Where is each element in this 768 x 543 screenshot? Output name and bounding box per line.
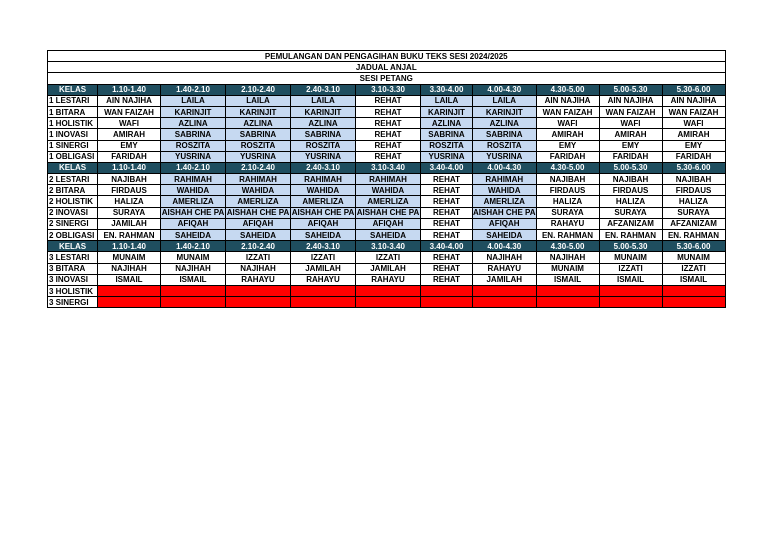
teacher-cell: REHAT	[356, 106, 421, 117]
teacher-cell: FARIDAH	[599, 151, 662, 162]
teacher-cell: AZLINA	[291, 118, 356, 129]
teacher-cell: AISHAH CHE PA	[226, 208, 290, 218]
teacher-cell: AFIQAH	[356, 218, 421, 229]
time-slot-header: 1.40-2.10	[161, 241, 226, 252]
teacher-cell: FIRDAUS	[662, 185, 725, 196]
teacher-cell: AIN NAJIHA	[536, 95, 599, 106]
sheet-title-line: JADUAL ANJAL	[48, 62, 726, 73]
teacher-cell: AMIRAH	[536, 129, 599, 140]
time-slot-header: 1.40-2.10	[161, 162, 226, 173]
teacher-cell: ROSZITA	[161, 140, 226, 151]
time-slot-header: 4.30-5.00	[536, 162, 599, 173]
teacher-cell: MUNAIM	[98, 252, 161, 263]
class-name-cell: 1 BITARA	[48, 106, 98, 117]
class-name-cell: 1 HOLISTIK	[48, 118, 98, 129]
teacher-cell: AMIRAH	[599, 129, 662, 140]
teacher-cell	[662, 285, 725, 296]
teacher-cell: IZZATI	[226, 252, 291, 263]
time-slot-header: 1.10-1.40	[98, 84, 161, 95]
class-row	[48, 285, 726, 296]
teacher-cell: EMY	[662, 140, 725, 151]
teacher-cell: SURAYA	[98, 207, 161, 218]
teacher-cell: ISMAIL	[662, 274, 725, 285]
teacher-cell: WAN FAIZAH	[98, 106, 161, 117]
teacher-cell: YUSRINA	[421, 151, 473, 162]
time-slot-header: 3.40-4.00	[421, 162, 473, 173]
teacher-cell	[98, 285, 161, 296]
teacher-cell: REHAT	[421, 252, 473, 263]
kelas-header: KELAS	[48, 84, 98, 95]
teacher-cell: YUSRINA	[291, 151, 356, 162]
teacher-cell: WAHIDA	[226, 185, 291, 196]
teacher-cell: REHAT	[421, 185, 473, 196]
teacher-cell: SAHEIDA	[291, 230, 356, 241]
teacher-cell: IZZATI	[599, 263, 662, 274]
class-row	[48, 140, 726, 151]
time-slot-header: 4.00-4.30	[473, 84, 537, 95]
teacher-cell: MUNAIM	[536, 263, 599, 274]
class-name-cell: 2 LESTARI	[48, 174, 98, 185]
teacher-cell: AFIQAH	[473, 218, 537, 229]
teacher-cell: AMIRAH	[662, 129, 725, 140]
time-slot-header: 2.40-3.10	[291, 162, 356, 173]
teacher-cell: REHAT	[421, 174, 473, 185]
time-slot-header: 3.40-4.00	[421, 241, 473, 252]
teacher-cell: AZLINA	[226, 118, 291, 129]
teacher-cell	[662, 297, 725, 308]
teacher-cell: EMY	[599, 140, 662, 151]
class-name-cell: 1 SINERGI	[48, 140, 98, 151]
teacher-cell: RAHAYU	[226, 274, 291, 285]
teacher-cell: WAFI	[98, 118, 161, 129]
class-name-cell: 3 INOVASI	[48, 274, 98, 285]
teacher-cell	[421, 297, 473, 308]
time-slot-header: 3.30-4.00	[421, 84, 473, 95]
time-slot-header: 5.30-6.00	[662, 84, 725, 95]
teacher-cell: JAMILAH	[98, 218, 161, 229]
section-header-row	[48, 84, 726, 95]
teacher-cell: REHAT	[356, 129, 421, 140]
teacher-cell: AIN NAJIHA	[662, 95, 725, 106]
class-name-cell: 1 OBLIGASI	[48, 151, 98, 162]
teacher-cell: HALIZA	[536, 196, 599, 207]
teacher-cell: EMY	[98, 140, 161, 151]
time-slot-header: 3.10-3.30	[356, 84, 421, 95]
teacher-cell: AFIQAH	[226, 218, 291, 229]
teacher-cell	[98, 297, 161, 308]
time-slot-header: 4.00-4.30	[473, 162, 537, 173]
teacher-cell: FARIDAH	[98, 151, 161, 162]
teacher-cell: SURAYA	[662, 207, 725, 218]
teacher-cell: FIRDAUS	[98, 185, 161, 196]
teacher-cell: WAN FAIZAH	[662, 106, 725, 117]
teacher-cell: KARINJIT	[226, 106, 291, 117]
teacher-cell: LAILA	[473, 95, 537, 106]
teacher-cell: WAFI	[536, 118, 599, 129]
section-header-row	[48, 162, 726, 173]
teacher-cell: WAFI	[662, 118, 725, 129]
class-name-cell: 3 SINERGI	[48, 297, 98, 308]
time-slot-header: 1.40-2.10	[161, 84, 226, 95]
class-row	[48, 252, 726, 263]
teacher-cell	[161, 285, 226, 296]
teacher-cell: AZLINA	[473, 118, 537, 129]
teacher-cell: WAHIDA	[473, 185, 537, 196]
class-row	[48, 274, 726, 285]
title-row	[48, 62, 726, 73]
teacher-cell: REHAT	[356, 151, 421, 162]
class-name-cell: 2 HOLISTIK	[48, 196, 98, 207]
teacher-cell: SAHEIDA	[473, 230, 537, 241]
teacher-cell	[291, 285, 356, 296]
time-slot-header: 2.40-3.10	[291, 241, 356, 252]
teacher-cell: EN. RAHMAN	[98, 230, 161, 241]
teacher-cell: NAJIHAH	[536, 252, 599, 263]
section-header-row	[48, 241, 726, 252]
teacher-cell: ISMAIL	[98, 274, 161, 285]
teacher-cell: HALIZA	[662, 196, 725, 207]
teacher-cell: AISHAH CHE PA	[161, 208, 225, 218]
teacher-cell: AFZANIZAM	[662, 218, 725, 229]
time-slot-header: 4.30-5.00	[536, 84, 599, 95]
teacher-cell: SABRINA	[421, 129, 473, 140]
sheet-title-line: PEMULANGAN DAN PENGAGIHAN BUKU TEKS SESI 2024/2025	[48, 51, 726, 62]
class-row	[48, 151, 726, 162]
class-name-cell: 3 LESTARI	[48, 252, 98, 263]
class-name-cell: 1 LESTARI	[48, 95, 98, 106]
teacher-cell: FIRDAUS	[536, 185, 599, 196]
teacher-cell: ISMAIL	[599, 274, 662, 285]
teacher-cell	[356, 285, 421, 296]
time-slot-header: 1.10-1.40	[98, 241, 161, 252]
teacher-cell: AIN NAJIHA	[599, 95, 662, 106]
class-name-cell: 1 INOVASI	[48, 129, 98, 140]
teacher-cell: REHAT	[421, 196, 473, 207]
teacher-cell: AISHAH CHE PA	[356, 208, 420, 218]
teacher-cell: EN. RAHMAN	[536, 230, 599, 241]
time-slot-header: 2.40-3.10	[291, 84, 356, 95]
teacher-cell: YUSRINA	[473, 151, 537, 162]
teacher-cell: SAHEIDA	[226, 230, 291, 241]
time-slot-header: 3.10-3.40	[356, 162, 421, 173]
teacher-cell: AMERLIZA	[356, 196, 421, 207]
teacher-cell: EMY	[536, 140, 599, 151]
teacher-cell: AMERLIZA	[473, 196, 537, 207]
class-row	[48, 230, 726, 241]
teacher-cell: WAN FAIZAH	[536, 106, 599, 117]
teacher-cell: SAHEIDA	[356, 230, 421, 241]
teacher-cell: IZZATI	[291, 252, 356, 263]
teacher-cell: YUSRINA	[226, 151, 291, 162]
teacher-cell: WAFI	[599, 118, 662, 129]
teacher-cell: RAHIMAH	[473, 174, 537, 185]
teacher-cell	[473, 285, 537, 296]
teacher-cell: AISHAH CHE PA	[473, 208, 536, 218]
teacher-cell: ROSZITA	[291, 140, 356, 151]
teacher-cell: WAN FAIZAH	[599, 106, 662, 117]
teacher-cell: WAHIDA	[356, 185, 421, 196]
class-row	[48, 118, 726, 129]
teacher-cell: REHAT	[356, 118, 421, 129]
teacher-cell: LAILA	[161, 95, 226, 106]
class-row	[48, 174, 726, 185]
teacher-cell: AZLINA	[421, 118, 473, 129]
time-slot-header: 4.30-5.00	[536, 241, 599, 252]
class-row	[48, 207, 726, 218]
teacher-cell: NAJIHAH	[473, 252, 537, 263]
teacher-cell: KARINJIT	[161, 106, 226, 117]
teacher-cell: NAJIBAH	[536, 174, 599, 185]
teacher-cell: NAJIBAH	[599, 174, 662, 185]
class-row	[48, 196, 726, 207]
teacher-cell: SABRINA	[291, 129, 356, 140]
time-slot-header: 5.30-6.00	[662, 162, 725, 173]
teacher-cell: KARINJIT	[473, 106, 537, 117]
teacher-cell: SABRINA	[473, 129, 537, 140]
time-slot-header: 5.00-5.30	[599, 241, 662, 252]
teacher-cell: WAHIDA	[291, 185, 356, 196]
teacher-cell: SURAYA	[536, 207, 599, 218]
teacher-cell: MUNAIM	[662, 252, 725, 263]
teacher-cell: AFIQAH	[161, 218, 226, 229]
teacher-cell: FIRDAUS	[599, 185, 662, 196]
teacher-cell: RAHIMAH	[356, 174, 421, 185]
teacher-cell: FARIDAH	[662, 151, 725, 162]
teacher-cell: MUNAIM	[599, 252, 662, 263]
teacher-cell: FARIDAH	[536, 151, 599, 162]
teacher-cell: YUSRINA	[161, 151, 226, 162]
class-name-cell: 3 HOLISTIK	[48, 285, 98, 296]
kelas-header: KELAS	[48, 241, 98, 252]
time-slot-header: 5.00-5.30	[599, 84, 662, 95]
class-name-cell: 2 OBLIGASI	[48, 230, 98, 241]
teacher-cell: HALIZA	[599, 196, 662, 207]
teacher-cell: WAHIDA	[161, 185, 226, 196]
teacher-cell: REHAT	[356, 140, 421, 151]
teacher-cell: NAJIBAH	[98, 174, 161, 185]
teacher-cell: AIN NAJIHA	[98, 95, 161, 106]
teacher-cell	[599, 297, 662, 308]
time-slot-header: 3.10-3.40	[356, 241, 421, 252]
teacher-cell: JAMILAH	[356, 263, 421, 274]
teacher-cell	[226, 297, 291, 308]
class-name-cell: 3 BITARA	[48, 263, 98, 274]
teacher-cell: NAJIHAH	[98, 263, 161, 274]
teacher-cell: ROSZITA	[421, 140, 473, 151]
time-slot-header: 2.10-2.40	[226, 162, 291, 173]
class-name-cell: 2 SINERGI	[48, 218, 98, 229]
teacher-cell	[473, 297, 537, 308]
teacher-cell	[226, 285, 291, 296]
teacher-cell: REHAT	[421, 274, 473, 285]
teacher-cell	[356, 297, 421, 308]
teacher-cell: ROSZITA	[473, 140, 537, 151]
class-row	[48, 297, 726, 308]
kelas-header: KELAS	[48, 162, 98, 173]
time-slot-header: 5.30-6.00	[662, 241, 725, 252]
teacher-cell: IZZATI	[356, 252, 421, 263]
teacher-cell	[291, 297, 356, 308]
class-row	[48, 263, 726, 274]
teacher-cell: AFIQAH	[291, 218, 356, 229]
teacher-cell: ISMAIL	[161, 274, 226, 285]
teacher-cell: RAHIMAH	[291, 174, 356, 185]
teacher-cell: AFZANIZAM	[599, 218, 662, 229]
teacher-cell: RAHAYU	[536, 218, 599, 229]
teacher-cell: SURAYA	[599, 207, 662, 218]
time-slot-header: 5.00-5.30	[599, 162, 662, 173]
time-slot-header: 4.00-4.30	[473, 241, 537, 252]
teacher-cell: JAMILAH	[291, 263, 356, 274]
teacher-cell: KARINJIT	[421, 106, 473, 117]
teacher-cell: NAJIBAH	[662, 174, 725, 185]
class-name-cell: 2 INOVASI	[48, 207, 98, 218]
teacher-cell	[536, 297, 599, 308]
teacher-cell: AZLINA	[161, 118, 226, 129]
class-name-cell: 2 BITARA	[48, 185, 98, 196]
teacher-cell: RAHAYU	[291, 274, 356, 285]
teacher-cell: SAHEIDA	[161, 230, 226, 241]
teacher-cell: RAHAYU	[356, 274, 421, 285]
teacher-cell	[599, 285, 662, 296]
teacher-cell: REHAT	[421, 230, 473, 241]
teacher-cell: AMERLIZA	[226, 196, 291, 207]
teacher-cell: HALIZA	[98, 196, 161, 207]
teacher-cell: IZZATI	[662, 263, 725, 274]
class-row	[48, 129, 726, 140]
teacher-cell: REHAT	[421, 207, 473, 218]
time-slot-header: 2.10-2.40	[226, 241, 291, 252]
teacher-cell	[161, 297, 226, 308]
teacher-cell: RAHAYU	[473, 263, 537, 274]
teacher-cell: RAHIMAH	[226, 174, 291, 185]
teacher-cell: ISMAIL	[536, 274, 599, 285]
time-slot-header: 1.10-1.40	[98, 162, 161, 173]
teacher-cell: REHAT	[356, 95, 421, 106]
teacher-cell: EN. RAHMAN	[599, 230, 662, 241]
title-row	[48, 51, 726, 62]
teacher-cell: LAILA	[291, 95, 356, 106]
teacher-cell: NAJIHAH	[161, 263, 226, 274]
teacher-cell: REHAT	[421, 218, 473, 229]
teacher-cell: SABRINA	[226, 129, 291, 140]
class-row	[48, 95, 726, 106]
teacher-cell: LAILA	[421, 95, 473, 106]
sheet-title-line: SESI PETANG	[48, 73, 726, 84]
teacher-cell	[421, 285, 473, 296]
teacher-cell: LAILA	[226, 95, 291, 106]
title-row	[48, 73, 726, 84]
teacher-cell: AISHAH CHE PA	[291, 208, 355, 218]
timetable-sheet	[47, 50, 726, 308]
teacher-cell: MUNAIM	[161, 252, 226, 263]
teacher-cell: REHAT	[421, 263, 473, 274]
teacher-cell: AMERLIZA	[161, 196, 226, 207]
teacher-cell: AMIRAH	[98, 129, 161, 140]
class-row	[48, 218, 726, 229]
time-slot-header: 2.10-2.40	[226, 84, 291, 95]
class-row	[48, 106, 726, 117]
teacher-cell: NAJIHAH	[226, 263, 291, 274]
teacher-cell	[536, 285, 599, 296]
class-row	[48, 185, 726, 196]
teacher-cell: EN. RAHMAN	[662, 230, 725, 241]
teacher-cell: ROSZITA	[226, 140, 291, 151]
teacher-cell: SABRINA	[161, 129, 226, 140]
teacher-cell: AMERLIZA	[291, 196, 356, 207]
teacher-cell: RAHIMAH	[161, 174, 226, 185]
teacher-cell: JAMILAH	[473, 274, 537, 285]
teacher-cell: KARINJIT	[291, 106, 356, 117]
